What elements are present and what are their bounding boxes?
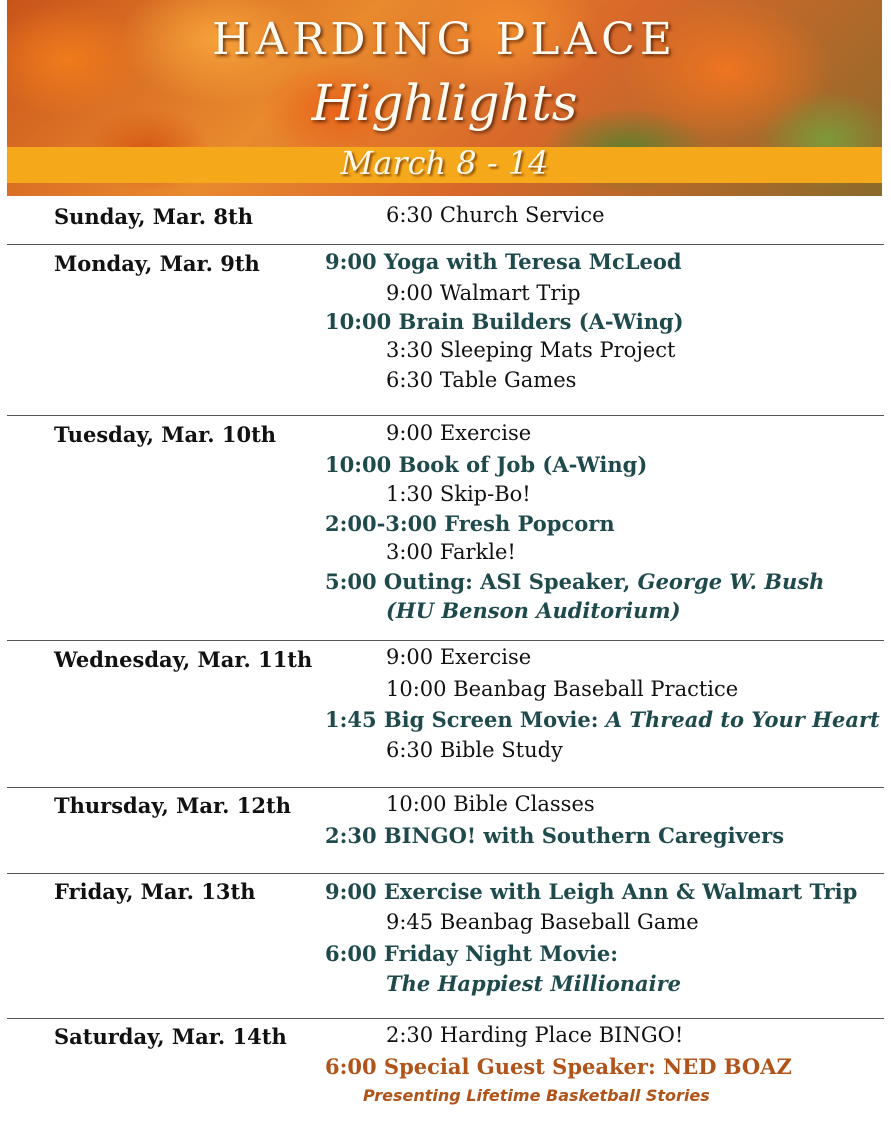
event-italic-text: George W. Bush	[637, 569, 825, 594]
event-item: 6:00 Friday Night Movie:	[325, 941, 618, 966]
day-saturday	[7, 1018, 884, 1134]
day-label: Friday, Mar. 13th	[54, 879, 256, 904]
day-label: Tuesday, Mar. 10th	[54, 422, 277, 447]
event-item	[325, 707, 880, 732]
event-item: 6:30 Table Games	[386, 368, 577, 392]
page-subtitle: Highlights	[311, 74, 578, 132]
date-range: March 8 - 14	[340, 144, 549, 182]
event-item: 1:30 Skip-Bo!	[386, 482, 531, 506]
event-item: 3:00 Farkle!	[386, 540, 516, 564]
page-title: HARDING PLACE	[212, 14, 677, 65]
event-item: The Happiest Millionaire	[386, 971, 681, 996]
event-item: 10:00 Beanbag Baseball Practice	[386, 677, 739, 701]
event-item: 9:00 Exercise	[386, 645, 532, 669]
event-item: 3:30 Sleeping Mats Project	[386, 338, 676, 362]
event-italic-text: A Thread to Your Heart	[605, 707, 880, 732]
header-banner	[7, 0, 882, 196]
day-thursday	[7, 787, 884, 874]
event-item: 10:00 Bible Classes	[386, 792, 595, 816]
event-item: 9:00 Yoga with Teresa McLeod	[325, 249, 682, 274]
day-wednesday	[7, 640, 884, 788]
day-friday	[7, 873, 884, 1019]
day-label: Wednesday, Mar. 11th	[54, 647, 313, 672]
day-label: Monday, Mar. 9th	[54, 251, 260, 276]
event-item: 10:00 Brain Builders (A-Wing)	[325, 309, 684, 334]
day-label: Sunday, Mar. 8th	[54, 204, 253, 229]
event-subtitle: Presenting Lifetime Basketball Stories	[363, 1086, 710, 1105]
event-text: 5:00 Outing: ASI Speaker,	[325, 569, 638, 594]
day-sunday	[7, 196, 884, 244]
event-item: 2:30 BINGO! with Southern Caregivers	[325, 823, 785, 848]
event-item: 2:30 Harding Place BINGO!	[386, 1023, 684, 1047]
event-item: 9:00 Walmart Trip	[386, 281, 581, 305]
event-item: 6:00 Special Guest Speaker: NED BOAZ	[325, 1054, 792, 1079]
day-monday	[7, 244, 884, 416]
event-item	[325, 569, 824, 594]
event-item: 9:45 Beanbag Baseball Game	[386, 910, 699, 934]
event-item: (HU Benson Auditorium)	[386, 598, 681, 623]
event-text: 1:45 Big Screen Movie:	[325, 707, 606, 732]
event-item: 6:30 Church Service	[386, 203, 605, 227]
event-item: 9:00 Exercise	[386, 421, 532, 445]
event-item: 2:00-3:00 Fresh Popcorn	[325, 511, 615, 536]
day-label: Saturday, Mar. 14th	[54, 1024, 287, 1049]
event-item: 6:30 Bible Study	[386, 738, 563, 762]
event-item: 9:00 Exercise with Leigh Ann & Walmart Trip	[325, 879, 858, 904]
day-tuesday	[7, 415, 884, 641]
day-label: Thursday, Mar. 12th	[54, 793, 291, 818]
event-item: 10:00 Book of Job (A-Wing)	[325, 452, 648, 477]
